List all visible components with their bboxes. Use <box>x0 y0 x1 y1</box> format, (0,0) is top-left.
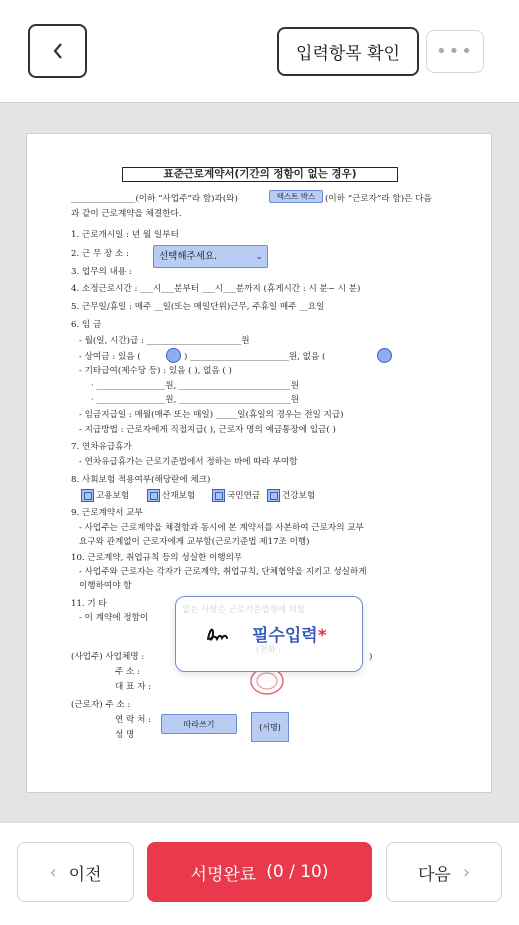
employer-rep-label: 대 표 자 : <box>115 682 151 692</box>
clause-6d: - 임금지급일 : 매월(매주 또는 매일) _____일(휴일의 경우는 전일 지급) <box>79 410 344 420</box>
clause-1: 1. 근로개시일 : 년 월 일부터 <box>71 230 179 240</box>
footer <box>0 822 519 925</box>
clause-5: 5. 근무일/휴일 : 매주 __일(또는 매일단위)근무, 주휴일 매주 __요일 <box>71 302 325 312</box>
popup-faded-text: 없는 사항은 근로기준법령에 의함 <box>182 605 306 615</box>
next-label: 다음 <box>417 864 451 885</box>
sign-complete-label: 서명완료 <box>190 864 257 885</box>
insurance-check-3[interactable] <box>212 489 225 502</box>
copy-write-button[interactable]: 따라쓰기 <box>161 714 237 734</box>
signature-icon <box>204 623 238 645</box>
header <box>0 0 519 102</box>
clause-10b: 이행하여야 함 <box>79 581 132 591</box>
clause-8: 8. 사회보험 적용여부(해당란에 체크) <box>71 475 211 485</box>
sign-complete-count: (0 / 10) <box>266 862 329 882</box>
insurance-check-2[interactable] <box>147 489 160 502</box>
clause-6e: - 지급방법 : 근로자에게 직접지급( ), 근로자 명의 예금통장에 입금( ) <box>79 425 336 435</box>
clause-9a: - 사업주는 근로계약을 체결함과 동시에 본 계약서를 사본하여 근로자의 교부 <box>79 523 364 533</box>
clause-6c: - 기타급여(제수당 등) : 있음 ( ), 없음 ( ) <box>79 366 232 376</box>
employee-contact-label: 연 락 처 : <box>115 715 151 725</box>
insurance-label-1: 고용보험 <box>96 491 130 501</box>
popup-label: 필수입력* <box>252 626 327 646</box>
insurance-check-4[interactable] <box>267 489 280 502</box>
back-button[interactable] <box>28 24 87 78</box>
intro-line-2: 과 같이 근로계약을 체결한다. <box>71 209 182 219</box>
employee-stamp-field[interactable]: (서명) <box>251 712 289 742</box>
bonus-yes-radio[interactable] <box>166 348 181 363</box>
chevron-right-icon: › <box>462 861 471 883</box>
employee-name-label: 성 명 <box>115 730 135 740</box>
chevron-left-icon: ‹ <box>49 861 57 883</box>
next-button[interactable] <box>386 842 502 902</box>
employer-name-end: ) <box>369 652 373 662</box>
insurance-label-4: 건강보험 <box>282 491 316 501</box>
clause-9: 9. 근로계약서 교부 <box>71 508 143 518</box>
textbox-field[interactable]: 텍스트 박스 <box>269 190 323 203</box>
sign-complete-button[interactable] <box>147 842 372 902</box>
previous-button[interactable] <box>17 842 134 902</box>
clause-11a: - 이 계약에 정함이 <box>79 613 149 623</box>
chevron-left-icon <box>52 42 64 60</box>
chevron-down-icon: ⌄ <box>255 252 263 262</box>
insurance-check-1[interactable] <box>81 489 94 502</box>
select-value: 선택해주세요. <box>159 251 218 262</box>
insurance-label-2: 산재보험 <box>162 491 196 501</box>
clause-7a: - 연차유급휴가는 근로기준법에서 정하는 바에 따라 부여함 <box>79 457 298 467</box>
clause-11: 11. 기 타 <box>71 599 107 609</box>
clause-6c-2: · ________________원, __________________________원 <box>91 395 299 405</box>
insurance-label-3: 국민연금 <box>227 491 261 501</box>
more-icon: ••• <box>436 41 474 62</box>
contract-title: 표준근로계약서(기간의 정함이 없는 경우) <box>122 167 398 182</box>
employer-address-label: 주 소 : <box>115 667 140 677</box>
clause-10a: - 사업주와 근로자는 각자가 근로계약, 취업규칙, 단체협약을 지키고 성실하게 <box>79 567 367 577</box>
clause-3: 3. 업무의 내용 : <box>71 267 132 277</box>
clause-7: 7. 연차유급휴가 <box>71 442 132 452</box>
clause-2: 2. 근 무 장 소 : <box>71 249 129 259</box>
document-viewer[interactable] <box>0 102 519 822</box>
clause-6: 6. 임 금 <box>71 320 102 330</box>
bonus-no-radio[interactable] <box>377 348 392 363</box>
clause-10: 10. 근로계약, 취업규칙 등의 성실한 이행의무 <box>71 553 243 563</box>
clause-6b-b: ) _______________________원, 없음 ( <box>184 352 326 362</box>
more-options-button[interactable] <box>426 30 484 73</box>
previous-label: 이전 <box>68 864 102 885</box>
clause-6c-1: · ________________원, __________________________원 <box>91 381 299 391</box>
clause-6b-a: - 상여금 : 있음 ( <box>79 352 141 362</box>
popup-faded-phone: (전화 : <box>256 645 282 655</box>
signature-required-popup[interactable] <box>175 596 363 672</box>
employee-address-label: (근로자) 주 소 : <box>71 700 131 710</box>
required-mark: * <box>317 626 327 646</box>
intro-line-b: (이하 “근로자”라 함)은 다음 <box>325 194 432 204</box>
clause-4: 4. 소정근로시간 : ___시___분부터 ___시___분까지 (휴게시간 : 시 분~ 시 분) <box>71 284 361 294</box>
clause-9b: 요구와 관계없이 근로자에게 교부함(근로기준법 제17조 이행) <box>79 537 310 547</box>
employer-name-label: (사업주) 사업체명 : <box>71 652 145 662</box>
confirm-fields-button[interactable]: 입력항목 확인 <box>277 27 419 76</box>
workplace-select[interactable] <box>153 245 268 268</box>
clause-6a: - 월(일, 시간)급 : ______________________원 <box>79 336 250 346</box>
document-page <box>26 133 492 793</box>
intro-line-a: _______________(이하 “사업주”라 함)과(와) <box>71 194 238 204</box>
